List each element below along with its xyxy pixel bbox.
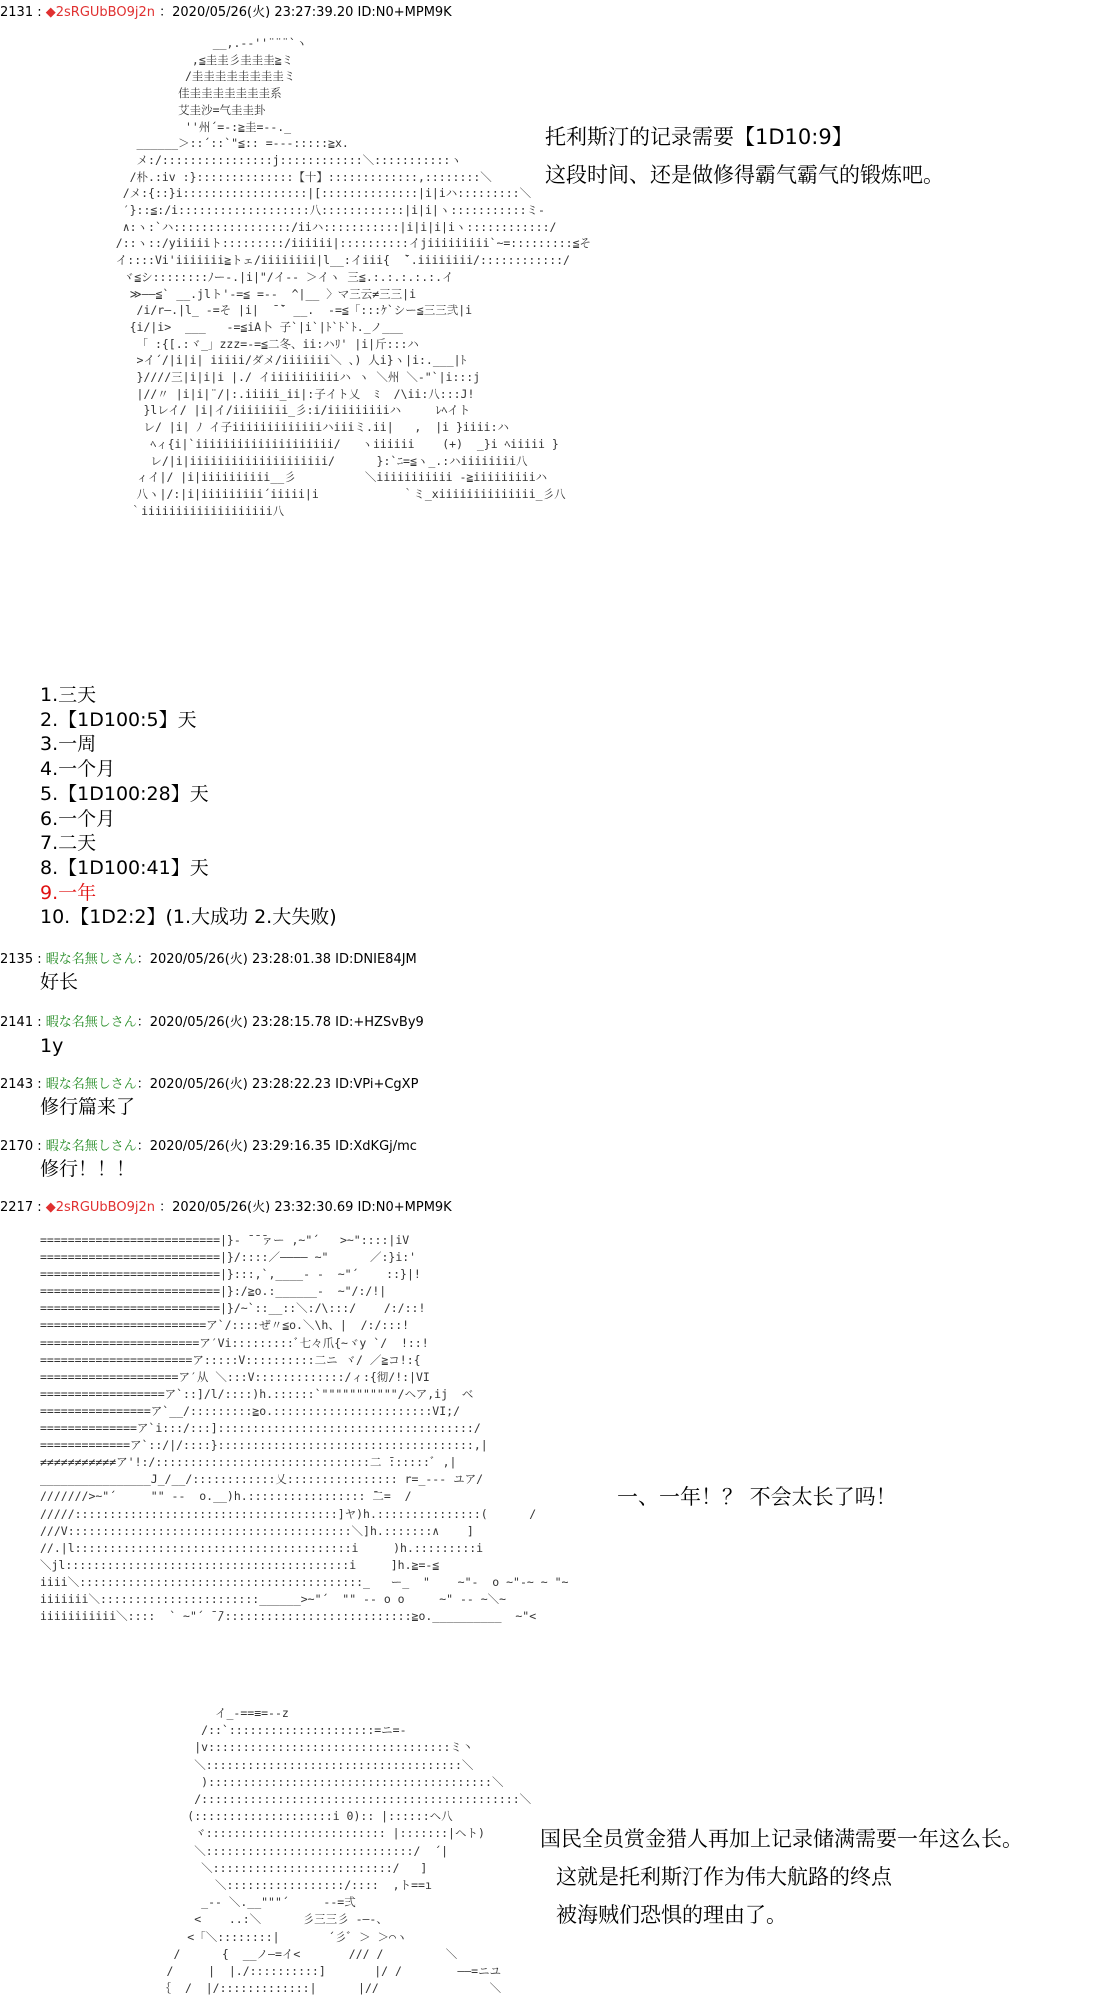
post-meta: ：2020/05/26(火) 23:27:39.20 ID:N0+MPM9K xyxy=(159,5,452,20)
reply-text: 好长 xyxy=(40,971,79,993)
choice-list xyxy=(40,683,337,930)
choice-item: 3.一周 xyxy=(40,733,97,756)
narration-line: 国民全员赏金猎人再加上记录储满需要一年这么长。 xyxy=(540,1827,1023,1851)
poster-name: 暇な名無しさん xyxy=(45,952,137,967)
choice-item: 4.一个月 xyxy=(40,758,116,781)
post-header-2135: 2135 : 暇な名無しさん：2020/05/26(火) 23:28:01.38 ID:DNIE84JM xyxy=(0,952,417,967)
post-number: 2131 xyxy=(0,5,34,20)
post-header-2141: 2141 : 暇な名無しさん：2020/05/26(火) 23:28:15.78 ID:+HZSvBy9 xyxy=(0,1015,424,1030)
narration-line: 这就是托利斯汀作为伟大航路的终点 xyxy=(556,1865,892,1889)
ascii-art-character-1: __,.-‐''¨¨¨`ヽ ,≦圭圭彡圭圭圭≧ミ /圭圭圭圭圭圭圭圭ミ 佳圭圭圭圭圭圭圭系 艾圭沙=气圭圭卦 ''州´=-:≧圭=--._ ______＞::´::`"≦:: =---:::::≧x. メ:/::::::::::::::::j::::::::::::＼:::::::::::ヽ /朴.:iv :}::::::::::::::【十】:::::::::::::,::::::::＼ /メ:{::}i::::::::::::::::::|[::::::::::::::|i|iハ:::::::::＼ ′}::≦:/i:::::::::::::::::::八::::::::::::|i|i|ヽ:::::::::::ミ- ∧:ヽ:`ハ:::::::::::::::::/iiハ:::::::::::|i|i|i|iヽ::::::::::::/ /::ヽ::/yiiiiiト:::::::::/iiiiii|::::::::::イjiiiiiiiii`~=:::::::::≦そ イ::::Vi'iiiiiii≧トェ/iiiiiiii|l__:イiii{ ̄`.iiiiiiii/::::::::::::/ ヾ≦シ::::::::ﾉー‐.|i|"/イ-- ＞イヽ 三≦.:.:.:.:.:.イ ≫――≦` __.jlト'-=≦ =-‐ ^|__ 〉マ三云≠三三|i /i/r―.|l_ ‐=そ |i| ̄ ̄` __. -=≦「:::ｹ`シー≦三三弐|i {i/|i> ___ -=≦iA卜 子`|i`|ﾄ`ﾄ`ﾄ._ノ___ 「 :{[.:ヾ_」zzz=-=≦二冬、ii:ハﾘ' |i|斤:::ハ >イ´/|i|i| iiiii/ダメ/iiiiiii＼ 、) 人i}ヽ|i:.___|ﾄ }////三|i|i|i |./ イiiiiiiiiiiハ ヽ ＼州 ＼-"`|i:::j |//〃 |i|i|¨/|:.iiiii_ii|:子イト乂 ﾐ /\ii:八:::J! }lレイ/ |i|イ/iiiiiiii_彡:i/iiiiiiiiiハ ﾚﾍイト レ/ |i| ﾉ イ子iiiiiiiiiiiiiハiiiミ.ii| , |i }iiii:ハ ﾍィ{i|`iiiiiiiiiiiiiiiiiiii/ ヽiiiiii (+) _}i ﾍiiiii } レ/|i|iiiiiiiiiiiiiiiiiiii/ }:`ﾆ=≦ヽ_.:ハiiiiiiii八 ィイ|/ |i|iiiiiiiiii__彡 ＼iiiiiiiiiii ‐≧iiiiiiiiiハ 八ヽ|/:|i|iiiiiiiii´iiiii|i ｀ミ_xiiiiiiiiiiiiii_彡八 ｀iiiiiiiiiiiiiiiiiii八 xyxy=(115,36,592,518)
narration-line: 托利斯汀的记录需要【1D10:9】 xyxy=(545,125,853,149)
post-header-2131: 2131 : ◆2sRGUbBO9j2n ：2020/05/26(火) 23:27:39.20 ID:N0+MPM9K xyxy=(0,5,452,20)
poster-trip: ◆2sRGUbBO9j2n xyxy=(45,5,155,20)
choice-item: 1.三天 xyxy=(40,684,97,706)
post-header-2217: 2217 : ◆2sRGUbBO9j2n ：2020/05/26(火) 23:32:30.69 ID:N0+MPM9K xyxy=(0,1200,452,1215)
ascii-art-character-3: イ_-==≡=--z /::`:::::::::::::::::::::=ニ=- |v:::::::::::::::::::::::::::::::::::ミ丶 ＼:::::::::::::::::::::::::::::::::::::＼ ):::::::::::::::::::::::::::::::::::::::::＼ /::::::::::::::::::::::::::::::::::::::::::::::＼ (::::::::::::::::::::i 0):: |::::::ヘ八 ヾ:::::::::::::::::::::::::: |:::::::|ヘト) ＼::::::::::::::::::::::::::::::/ ´| ＼::::::::::::::::::::::::::/ ] ＼:::::::::::::::::/:::: ,ト==ı _-- ＼.__"""´ --=弍 < ..:＼ 彡三三彡 -―-、 <「＼::::::::| ´彡ﾞ ＞ ＞⌒ヽ / { __ノ―=イ< /// / ＼ / | |./::::::::::] |/ / ――=ニユ ｛ / |/:::::::::::::| |// ＼ xyxy=(159,1706,532,1996)
reply-text: 1y xyxy=(40,1035,64,1057)
narration-line: 被海贼们恐惧的理由了。 xyxy=(556,1903,787,1927)
choice-item: 7.二天 xyxy=(40,832,97,855)
poster-trip: ◆2sRGUbBO9j2n xyxy=(45,1200,155,1215)
narration-block-2 xyxy=(540,1820,1023,1934)
reply-text: 修行！！！ xyxy=(40,1158,136,1180)
choice-item: 6.一个月 xyxy=(40,807,116,830)
post-header-2170: 2170 : 暇な名無しさん：2020/05/26(火) 23:29:16.35 ID:XdKGj/mc xyxy=(0,1139,417,1154)
choice-item-selected: 9.一年 xyxy=(40,881,97,904)
poster-name: 暇な名無しさん xyxy=(45,1077,137,1092)
reply-text: 修行篇来了 xyxy=(40,1096,136,1118)
narration-block-1 xyxy=(545,118,944,194)
choice-item: 8.【1D100:41】天 xyxy=(40,856,209,879)
ascii-art-character-2: ==========================|}- ̄ ̄ ̄ァー ,~"´ >~"::::|iV ==========================|}/::::／―――― ~" ／:}i:' ==========================|}:::,`,____- - ~"´ ::}|! ==========================|}:/≧o.:______- ~"/:/!| ==========================|}/~`::__::＼:/\:::/ /:/::! ========================ア`/::::ぜ〃≦o.＼\h、| /:/:::! =======================ア′Vi:::::::::ﾞ七々爪{~ヾy `/ !::! ======================ア:::::V::::::::::二ニ ヾ/ ／≧コ!:{ ====================ア′从 ＼:::V:::::::::::::/ィ:{彻/!:|VI ==================ア`::]/l/::::)h.::::::`"""""""""""/ヘア,ij ベ ================ア`__/:::::::::≧o.:::::::::::::::::::::::VI;/ ==============ア`i:::/:::]:::::::::::::::::::::::::::::::::::::/ =============ア`::/|/::::}:::::::::::::::::::::::::::::::::::::,| ≠≠≠≠≠≠≠≠≠≠≠ア'!:/:::::::::::::::::::::::::::::::二 ̄::::::ﾞ ,| ________________J_/__/::::::::::::乂:::::::::::::::: r=_--- ユア/ ///////>~"´ "" -- o.__)h.::::::::::::::::: ̄二= / /////::::::::::::::::::::::::::::::::::::::]ヤ)h.:::::::::::::::( / ///V:::::::::::::::::::::::::::::::::::::::::＼]h.:::::::∧ ] //.|l::::::::::::::::::::::::::::::::::::::::i )h.:::::::::i ＼jl:::::::::::::::::::::::::::::::::::::::::i ]h.≧=-≦ iiii＼:::::::::::::::::::::::::::::::::::::::::_ ー_ " ~"- o ~"-~ ~ "~ iiiiiii＼:::::::::::::::::::::::______>~"´ "" -- o o ~" -- ~＼~ iiiiiiiiiii＼:::: ` ~"´ ̄ ̄/:::::::::::::::::::::::::::≧o.__________ ~"< xyxy=(40,1233,569,1624)
choice-item: 5.【1D100:28】天 xyxy=(40,782,209,805)
choice-item: 2.【1D100:5】天 xyxy=(40,708,197,731)
narration-line: 这段时间、还是做修得霸气霸气的锻炼吧。 xyxy=(545,163,944,187)
shout-text: 一、一年！？ 不会太长了吗！ xyxy=(617,1485,897,1509)
choice-item: 10.【1D2:2】(1.大成功 2.大失败) xyxy=(40,906,337,929)
poster-name: 暇な名無しさん xyxy=(45,1139,137,1154)
poster-name: 暇な名無しさん xyxy=(45,1015,137,1030)
post-header-2143: 2143 : 暇な名無しさん：2020/05/26(火) 23:28:22.23 ID:VPi+CgXP xyxy=(0,1077,419,1092)
